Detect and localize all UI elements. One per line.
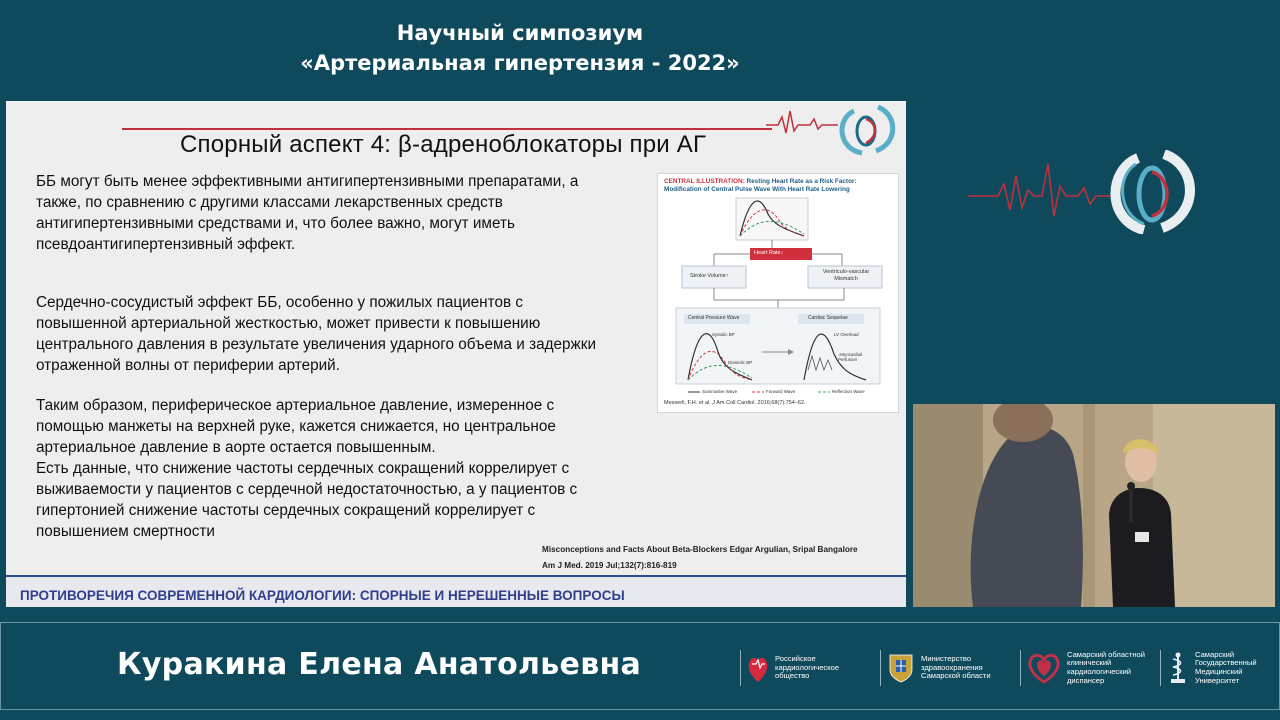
org-separator — [1020, 650, 1021, 686]
heart-rate-label: Heart Rate↓ — [754, 250, 784, 256]
org-logo-rko — [740, 648, 839, 688]
org-separator — [1160, 650, 1161, 686]
lv-overload-label: LV Overload — [834, 332, 859, 337]
central-wave-label: Central Pressure Wave — [688, 315, 740, 321]
heart-shield-icon — [747, 652, 769, 684]
diastolic-label: Diastolic BP — [728, 360, 753, 365]
reference-line-2: Am J Med. 2019 Jul;132(7):816-819 — [542, 561, 677, 570]
slide-paragraph-3: Таким образом, периферическое артериальное давление, измеренное с помощью манжеты на верхней руке, кажется снижается, но центральное артериальное давление в аорте остается повышенным. Есть данные, что снижение частоты сердечных сокращений коррелирует с выживаемости у пациентов с сердечной недостаточностью, а у пациентов с гипертонией снижение частоты сердечных сокращений коррелирует с повышением смертности — [36, 397, 578, 540]
event-title-line2: «Артериальная гипертензия - 2022» — [300, 51, 740, 75]
speaker-name: Куракина Елена Анатольевна — [117, 647, 642, 682]
slide-footer-text: ПРОТИВОРЕЧИЯ СОВРЕМЕННОЙ КАРДИОЛОГИИ: СПОРНЫЕ И НЕРЕШЕННЫЕ ВОПРОСЫ — [20, 588, 625, 603]
slide-top-line — [122, 128, 772, 130]
illustration-heading: CENTRAL ILLUSTRATION: Resting Heart Rate as a Risk Factor: Modification of Central Pulse Wave With Heart Rate Lowering — [664, 178, 857, 193]
legend-forward: Forward Wave — [766, 389, 796, 394]
slide-logo-icon — [766, 101, 906, 161]
speaker-video — [913, 404, 1275, 607]
myocardial-label: ↓Myocardial Perfusion — [838, 352, 863, 362]
slide-paragraph-2: Сердечно-сосудистый эффект ББ, особенно у пожилых пациентов с повышенной артериальной жесткостью, может привести к повышению центрального давления в результате увеличения ударного объема и задержки отраженной волны от периферии артерий. — [36, 294, 597, 374]
org-logo-samgmu — [1160, 648, 1257, 688]
org-separator — [880, 650, 881, 686]
coat-of-arms-icon — [887, 652, 915, 684]
org-name-minzdrav: Министерство здравоохранения Самарской области — [921, 654, 991, 681]
org-name-rko: Российское кардиологическое общество — [775, 654, 840, 681]
slide-title: Спорный аспект 4: β-адреноблокаторы при АГ — [180, 131, 707, 158]
legend-summative: Summative Wave — [702, 389, 738, 394]
org-logo-minzdrav — [880, 648, 991, 688]
legend-reflection: Reflection Wave — [832, 389, 865, 394]
event-header — [0, 18, 1040, 78]
university-emblem-icon — [1167, 651, 1189, 685]
org-separator — [740, 650, 741, 686]
org-name-samgmu: Самарский Государственный Медицинский Университет — [1195, 649, 1257, 685]
video-frame-icon — [913, 404, 1275, 607]
central-illustration — [657, 173, 899, 413]
heart-circle-icon — [1027, 652, 1061, 684]
reference-line-1: Misconceptions and Facts About Beta-Blockers Edgar Argulian, Sripal Bangalore — [542, 545, 858, 554]
cardiac-sequelae-label: Cardiac Sequelae — [808, 315, 848, 321]
org-name-skkd: Самарский областной клинический кардиологический диспансер — [1067, 649, 1145, 685]
stroke-volume-label: Stroke Volume↑ — [690, 273, 729, 279]
org-logo-skkd — [1020, 648, 1145, 688]
event-title-line1: Научный симпозиум — [396, 21, 644, 45]
mismatch-label: Ventriculo-vascular Mismatch — [822, 269, 870, 282]
presentation-slide — [6, 101, 906, 607]
symposium-logo-icon — [968, 150, 1204, 234]
illustration-citation: Messerli, F.H. et al. J Am Coll Cardiol. 2016;68(7):754–62. — [664, 400, 806, 406]
systolic-label: Systolic BP — [712, 332, 735, 337]
slide-paragraph-1: ББ могут быть менее эффективными антигипертензивными препаратами, а также, по сравнению с другими классами лекарственных средств антигипертензивными средствами и, что более важно, могут иметь псевдоантигипертензивный эффект. — [36, 173, 579, 253]
pulse-wave-diagram — [658, 174, 898, 398]
